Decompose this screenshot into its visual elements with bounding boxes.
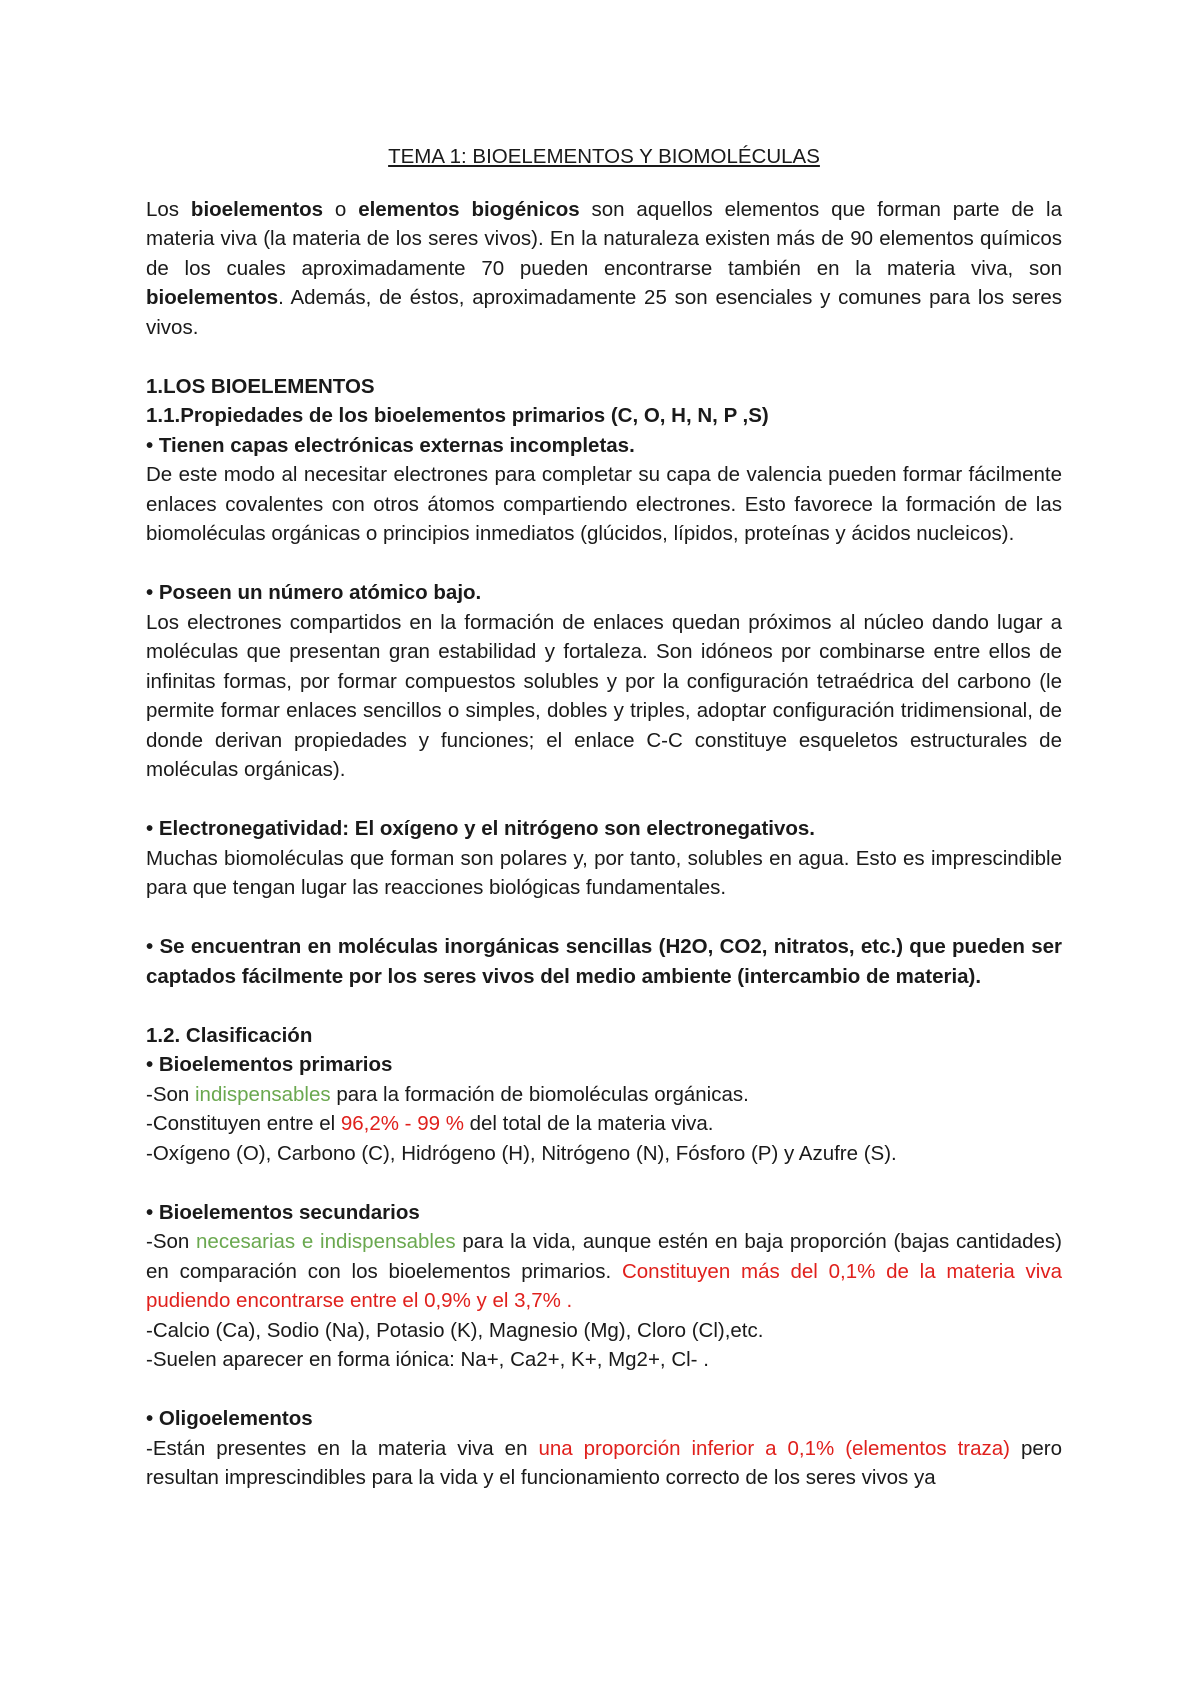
secundarios-highlight-green: necesarias e indispensables bbox=[196, 1230, 456, 1253]
property-3-title: • Electronegatividad: El oxígeno y el nitrógeno son electronegativos. bbox=[146, 817, 816, 840]
intro-text-2: o bbox=[323, 197, 359, 221]
oligoelementos-line-1 bbox=[146, 1434, 1062, 1493]
secundarios-line-1-a: -Son bbox=[146, 1230, 197, 1253]
secundarios-line-1-b: para la vida, aunque estén en baja proporción (bajas cantidades) en comparación con los bioelementos primarios. bbox=[146, 1230, 1062, 1283]
intro-bold-3: bioelementos bbox=[146, 286, 279, 309]
section-1-2-heading: 1.2. Clasificación bbox=[146, 1023, 313, 1047]
primarios-highlight-green: indispensables bbox=[195, 1082, 331, 1106]
intro-text-4: . Además, de éstos, aproximadamente 25 son esenciales y comunes para los seres vivos. bbox=[146, 286, 1062, 339]
property-1-text: De este modo al necesitar electrones para completar su capa de valencia pueden formar fácilmente enlaces covalentes con otros átomos compartiendo electrones. Esto favorece la formación de las biomoléculas orgánicas o principios inmediatos (glúcidos, lípidos, proteínas y ácidos nucleicos). bbox=[146, 463, 1062, 545]
page-title: TEMA 1: BIOELEMENTOS Y BIOMOLÉCULAS bbox=[388, 145, 820, 168]
property-4-title: • Se encuentran en moléculas inorgánicas sencillas (H2O, CO2, nitratos, etc.) que pueden ser captados fácilmente por los seres vivos del medio ambiente (intercambio de materia). bbox=[146, 935, 1062, 988]
property-2-title: • Poseen un número atómico bajo. bbox=[146, 581, 482, 604]
intro-bold-1: bioelementos bbox=[190, 197, 324, 221]
oligo-highlight-red: una proporción inferior a 0,1% (elementos traza) bbox=[538, 1436, 1010, 1460]
document-page bbox=[146, 142, 1062, 1493]
primarios-highlight-red: 96,2% - 99 % bbox=[340, 1112, 464, 1135]
primarios-title: • Bioelementos primarios bbox=[146, 1053, 393, 1076]
primarios-line-1-a: -Son bbox=[146, 1082, 195, 1106]
secundarios-line-2: -Calcio (Ca), Sodio (Na), Potasio (K), Magnesio (Mg), Cloro (Cl),etc. bbox=[146, 1318, 764, 1342]
intro-text-1: Los bbox=[146, 197, 191, 221]
primarios-line-3: -Oxígeno (O), Carbono (C), Hidrógeno (H), Nitrógeno (N), Fósforo (P) y Azufre (S). bbox=[146, 1141, 897, 1165]
oligo-line-1-b: pero resultan imprescindibles para la vida y el funcionamiento correcto de los seres vivos ya bbox=[146, 1436, 1062, 1489]
section-1-1-heading: 1.1.Propiedades de los bioelementos primarios (C, O, H, N, P ,S) bbox=[146, 404, 769, 427]
oligo-line-1-a: -Están presentes en la materia viva en bbox=[146, 1436, 539, 1460]
secundarios-highlight-red: Constituyen más del 0,1% de la materia viva pudiendo encontrarse entre el 0,9% y el 3,7% . bbox=[146, 1259, 1062, 1312]
primarios-line-2-a: -Constituyen entre el bbox=[146, 1112, 341, 1135]
secundarios-line-1 bbox=[146, 1227, 1062, 1316]
property-3-text: Muchas biomoléculas que forman son polares y, por tanto, solubles en agua. Esto es imprescindible para que tengan lugar las reacciones biológicas fundamentales. bbox=[146, 846, 1062, 899]
secundarios-title: • Bioelementos secundarios bbox=[146, 1200, 420, 1224]
intro-paragraph bbox=[146, 195, 1062, 343]
primarios-line-2-b: del total de la materia viva. bbox=[463, 1112, 714, 1135]
section-1-heading: 1.LOS BIOELEMENTOS bbox=[146, 374, 375, 398]
primarios-line-1 bbox=[146, 1080, 1062, 1110]
property-2-text: Los electrones compartidos en la formación de enlaces quedan próximos al núcleo dando lugar a moléculas que presentan gran estabilidad y fortaleza. Son idóneos por combinarse entre ellos de infinitas formas, por formar compuestos solubles y por la configuración tetraédrica del carbono (le permite formar enlaces sencillos o simples, dobles y triples, adoptar configuración tridimensional, de donde derivan propiedades y funciones; el enlace C-C constituye esqueletos estructurales de moléculas orgánicas). bbox=[146, 610, 1062, 781]
oligoelementos-title: • Oligoelementos bbox=[146, 1407, 313, 1430]
property-1-title: • Tienen capas electrónicas externas incompletas. bbox=[146, 433, 635, 457]
primarios-line-1-b: para la formación de biomoléculas orgánicas. bbox=[330, 1082, 749, 1106]
secundarios-line-3: -Suelen aparecer en forma iónica: Na+, Ca2+, K+, Mg2+, Cl- . bbox=[146, 1348, 709, 1371]
intro-text-3: son aquellos elementos que forman parte de la materia viva (la materia de los seres vivos). En la naturaleza existen más de 90 elementos químicos de los cuales aproximadamente 70 pueden encontrarse también en la materia viva, son bbox=[146, 197, 1063, 280]
intro-bold-2: elementos biogénicos bbox=[358, 197, 580, 221]
primarios-line-2 bbox=[146, 1109, 1062, 1139]
